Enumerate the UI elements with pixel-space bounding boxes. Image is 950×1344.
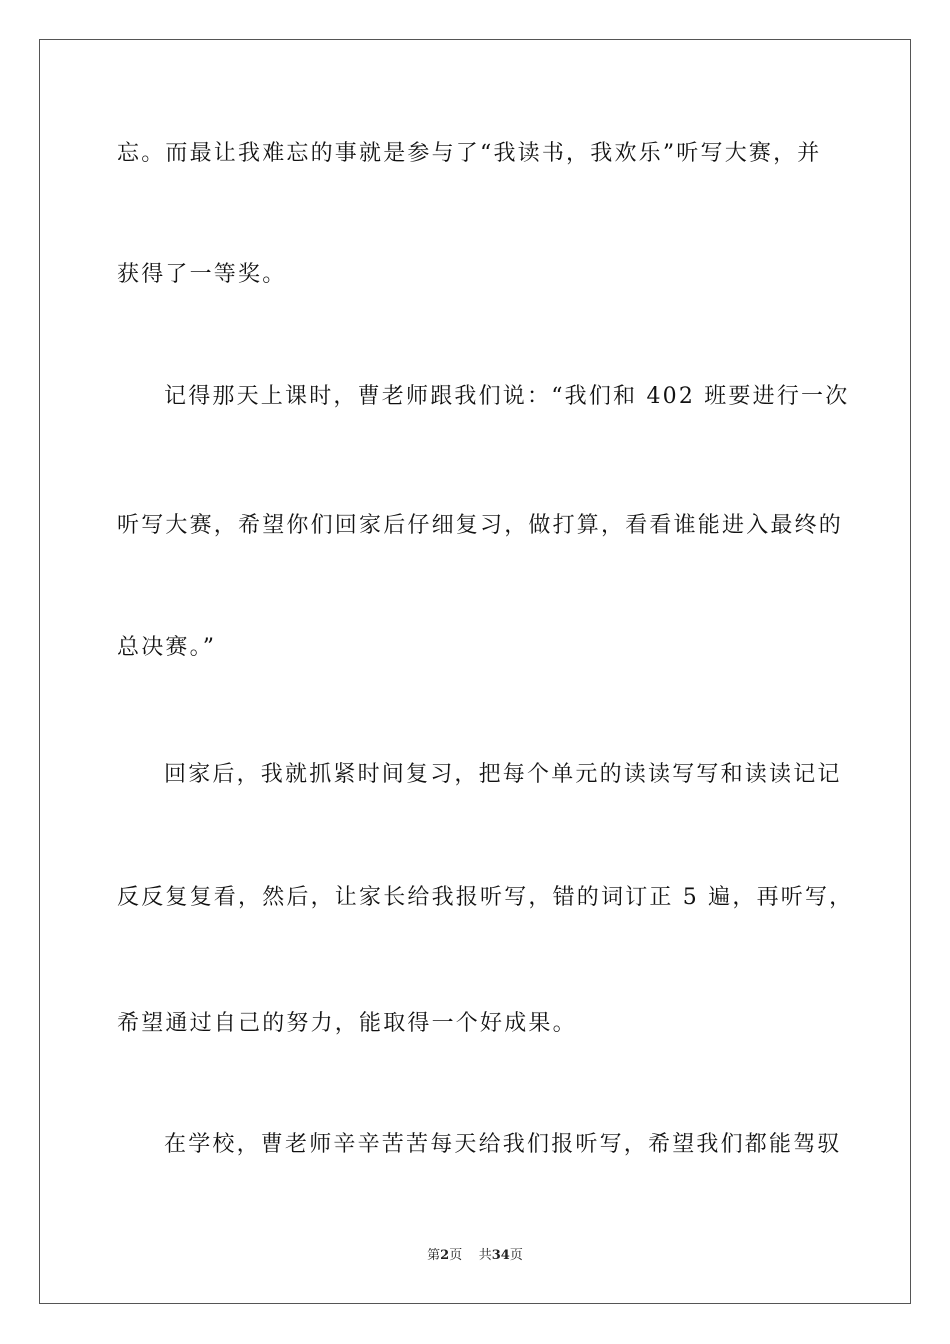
body-text-line: 反反复复看，然后，让家长给我报听写，错的词订正 5 遍，再听写， (117, 885, 854, 910)
body-text-line: 获得了一等奖。 (117, 262, 287, 287)
total-unit: 页 (509, 1248, 523, 1263)
paragraph-start-line: 在学校，曹老师辛辛苦苦每天给我们报听写，希望我们都能驾驭 (164, 1132, 842, 1157)
body-text-line: 忘。而最让我难忘的事就是参与了“我读书，我欢乐”听写大赛，并 (117, 141, 822, 166)
page-footer (0, 1248, 950, 1264)
body-text-line: 总决赛。” (117, 635, 217, 660)
paragraph-start-line: 记得那天上课时，曹老师跟我们说：“我们和 402 班要进行一次 (164, 384, 850, 409)
page-border (39, 39, 911, 1304)
current-page-number: 2 (440, 1248, 450, 1263)
body-text-line: 希望通过自己的努力，能取得一个好成果。 (117, 1011, 577, 1036)
page-unit: 页 (449, 1248, 463, 1263)
body-text-line: 听写大赛，希望你们回家后仔细复习，做打算，看看谁能进入最终的 (117, 513, 844, 538)
paragraph-start-line: 回家后，我就抓紧时间复习，把每个单元的读读写写和读读记记 (164, 762, 842, 787)
total-page-count: 34 (491, 1248, 510, 1263)
total-prefix: 共 (478, 1248, 492, 1263)
page-prefix: 第 (427, 1248, 441, 1263)
